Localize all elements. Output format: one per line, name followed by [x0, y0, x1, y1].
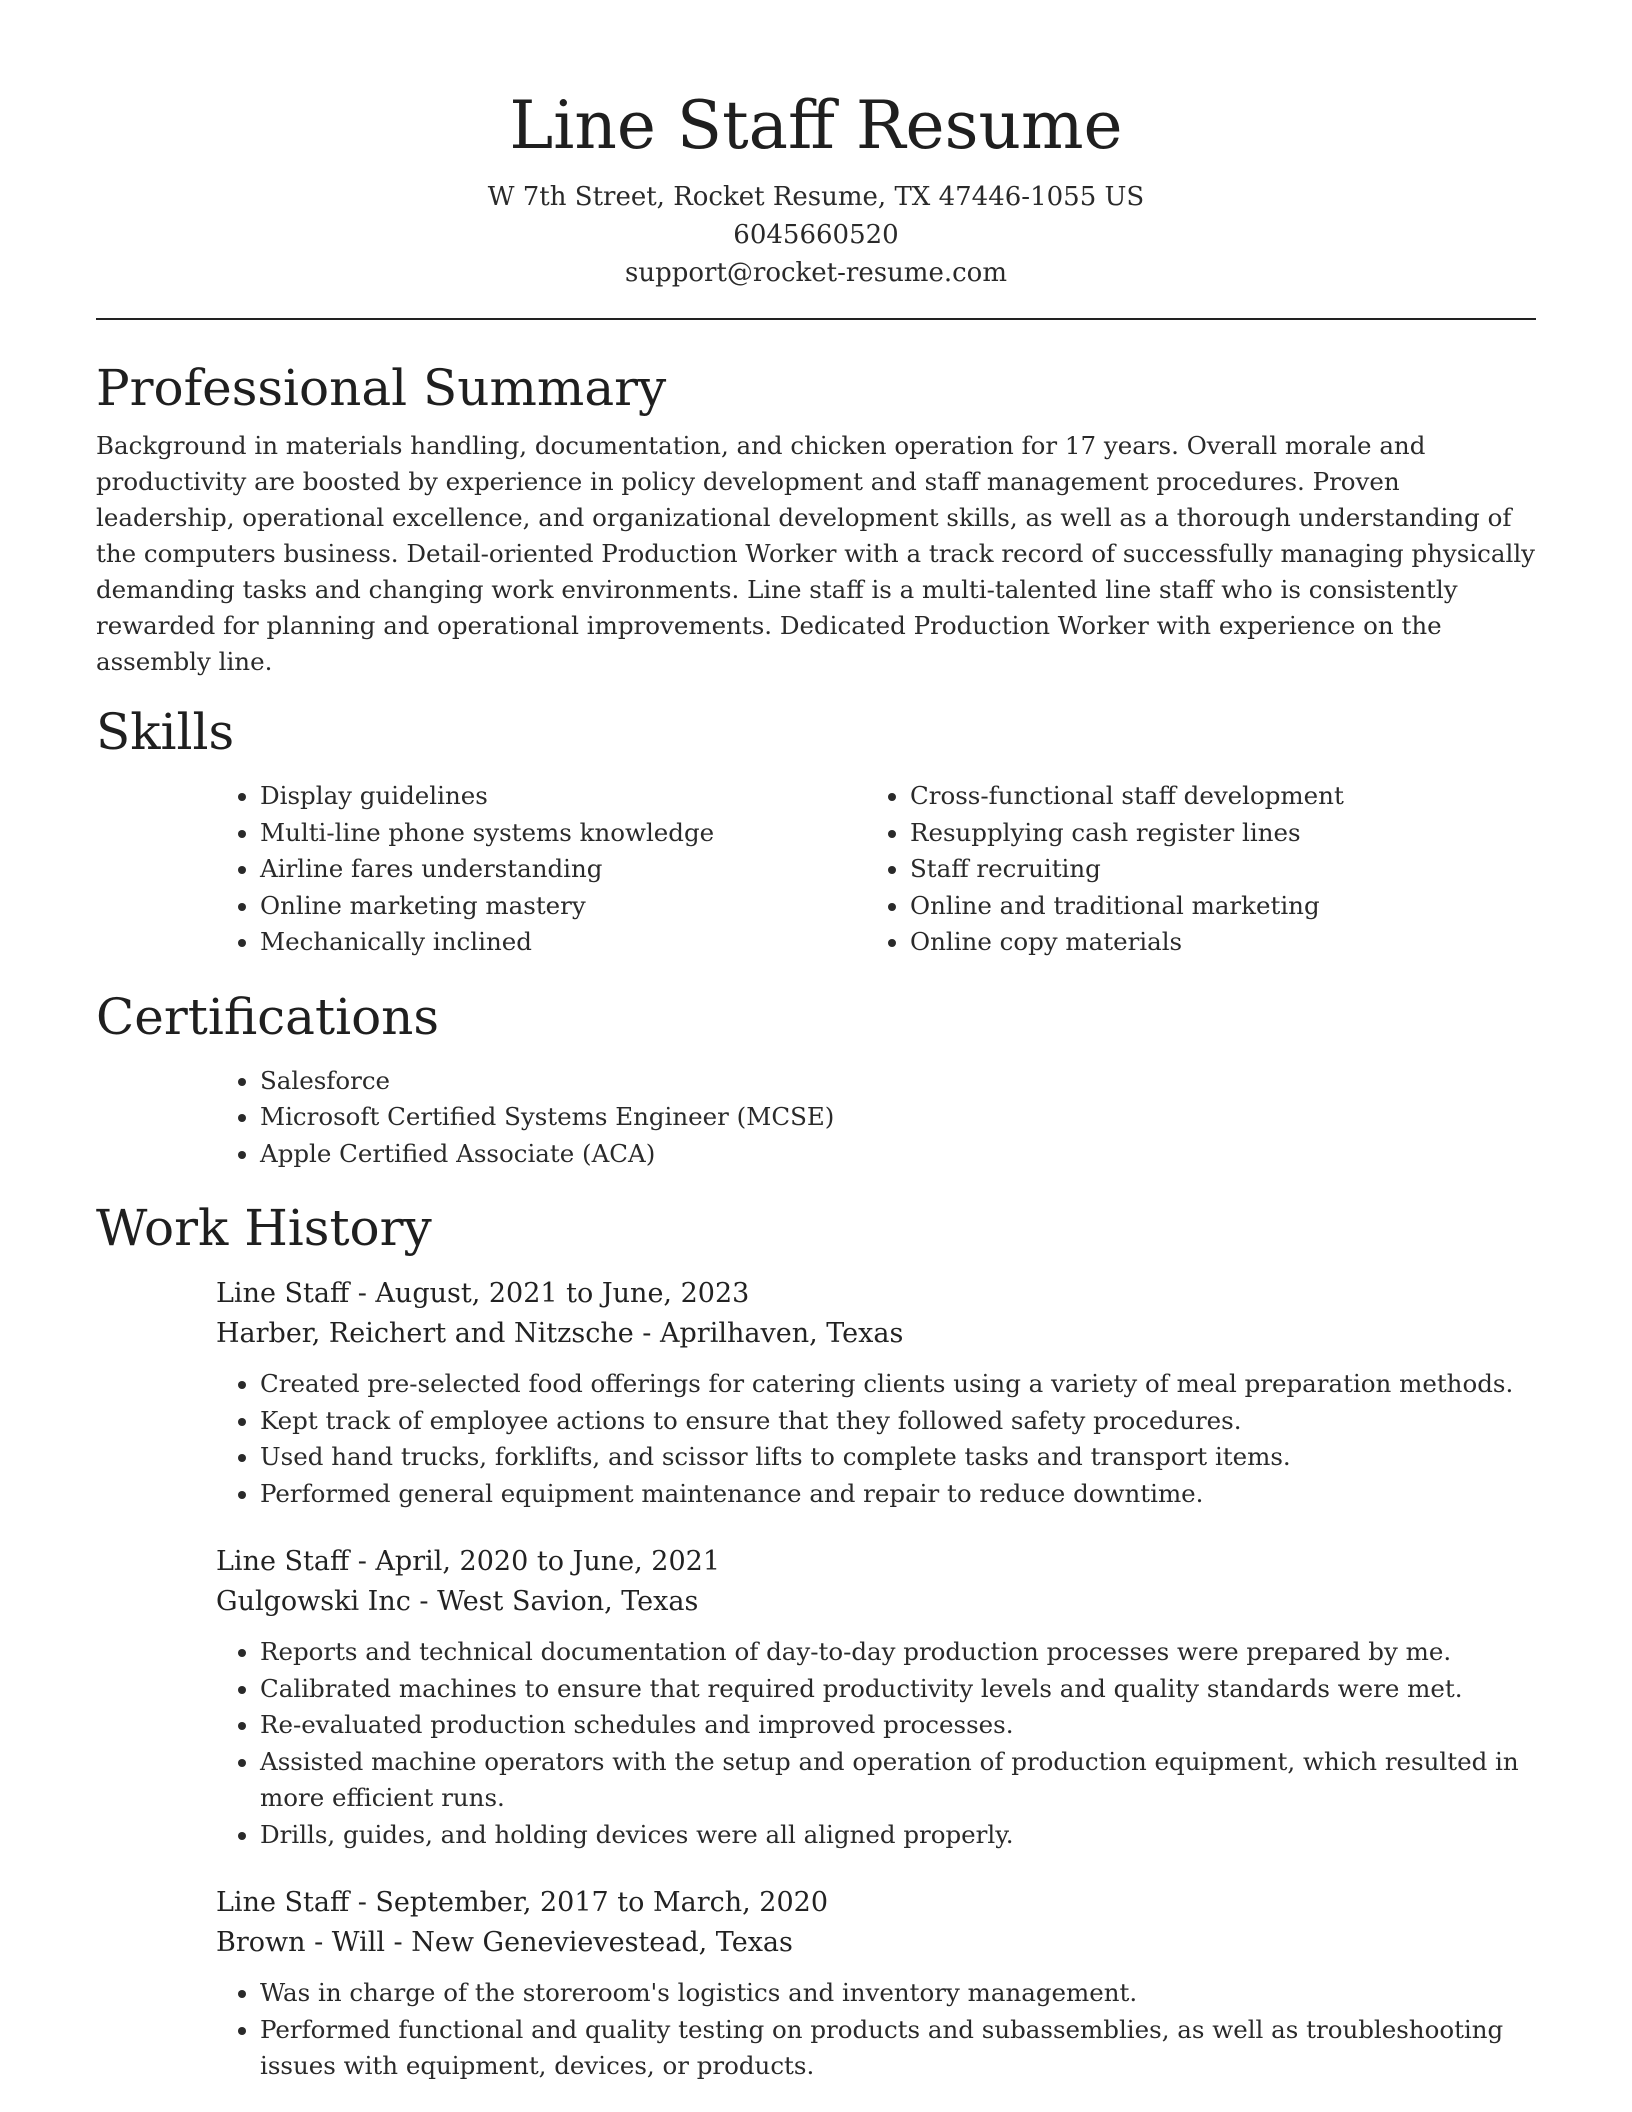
job-duty-item: • Calibrated machines to ensure that required productivity levels and quality standards were met. — [260, 1671, 1536, 1708]
resume-page — [96, 0, 1536, 2085]
job-duties — [96, 1634, 1536, 1853]
job-duty-item: • Performed functional and quality testing on products and subassemblies, as well as troubleshooting issues with equipment, devices, or products. — [260, 2012, 1536, 2085]
section-title-certifications: Certifications — [96, 987, 440, 1046]
resume-header — [96, 0, 1536, 292]
skill-item: • Airline fares understanding — [260, 851, 866, 888]
job-entry — [216, 1274, 1536, 1512]
job-company-location: Gulgowski Inc - West Savion, Texas — [216, 1586, 699, 1617]
job-duties — [96, 1975, 1536, 2085]
skill-item: • Staff recruiting — [910, 851, 1516, 888]
skill-item: • Cross-functional staff development — [910, 778, 1516, 815]
contact-phone: 6045660520 — [733, 220, 899, 250]
skill-item: • Display guidelines — [260, 778, 866, 815]
job-duty-item: • Re-evaluated production schedules and improved processes. — [260, 1707, 1536, 1744]
work-history-section — [96, 1196, 1536, 2085]
skills-section — [96, 700, 1536, 961]
skill-item: • Multi-line phone systems knowledge — [260, 815, 866, 852]
certification-item: • Salesforce — [260, 1063, 1536, 1100]
skills-column-right — [866, 778, 1516, 961]
job-title-dates: Line Staff - September, 2017 to March, 2020 — [216, 1887, 829, 1918]
summary-text: Background in materials handling, documentation, and chicken operation for 17 years. Overall morale and productivity are boosted by experience in policy development and staff management procedures. Proven leadership, operational excellence, and organizational development skills, as well as a thorough understanding of the computers business. Detail-oriented Production Worker with a track record of successfully managing physically demanding tasks and changing work environments. Line staff is a multi-talented line staff who is consistently rewarded for planning and operational improvements. Dedicated Production Worker with experience on the assembly line. — [96, 431, 1535, 676]
section-title-skills: Skills — [96, 703, 235, 761]
professional-summary-section — [96, 356, 1536, 680]
contact-info — [96, 178, 1536, 292]
job-duty-item: • Assisted machine operators with the setup and operation of production equipment, which resulted in more efficient runs. — [260, 1744, 1536, 1817]
skill-item: • Resupplying cash register lines — [910, 815, 1516, 852]
certification-item: • Apple Certified Associate (ACA) — [260, 1136, 1536, 1173]
job-title-dates: Line Staff - April, 2020 to June, 2021 — [216, 1546, 720, 1577]
skills-grid — [216, 778, 1536, 961]
skill-item: • Online and traditional marketing — [910, 888, 1516, 925]
certifications-section — [96, 985, 1536, 1173]
skill-item: • Online copy materials — [910, 924, 1516, 961]
skills-column-left — [216, 778, 866, 961]
contact-email: support@rocket-resume.com — [624, 258, 1007, 288]
page-title: Line Staff Resume — [509, 87, 1123, 164]
skill-item: • Online marketing mastery — [260, 888, 866, 925]
skill-item: • Mechanically inclined — [260, 924, 866, 961]
job-duty-item: • Was in charge of the storeroom's logistics and inventory management. — [260, 1975, 1536, 2012]
job-entry — [216, 1542, 1536, 1853]
job-duties — [96, 1366, 1536, 1512]
header-divider — [96, 318, 1536, 320]
certifications-list — [216, 1063, 1536, 1173]
section-title-summary: Professional Summary — [96, 359, 667, 417]
job-duty-item: • Performed general equipment maintenance and repair to reduce downtime. — [260, 1476, 1536, 1513]
job-duty-item: • Used hand trucks, forklifts, and scissor lifts to complete tasks and transport items. — [260, 1439, 1536, 1476]
job-company-location: Brown - Will - New Genevievestead, Texas — [216, 1927, 793, 1958]
job-company-location: Harber, Reichert and Nitzsche - Aprilhaven, Texas — [216, 1318, 904, 1349]
job-title-dates: Line Staff - August, 2021 to June, 2023 — [216, 1278, 750, 1309]
job-duty-item: • Reports and technical documentation of day-to-day production processes were prepared by me. — [260, 1634, 1536, 1671]
job-duty-item: • Kept track of employee actions to ensure that they followed safety procedures. — [260, 1403, 1536, 1440]
job-duty-item: • Created pre-selected food offerings for catering clients using a variety of meal preparation methods. — [260, 1366, 1536, 1403]
contact-address: W 7th Street, Rocket Resume, TX 47446-1055 US — [487, 182, 1145, 212]
job-entry — [216, 1883, 1536, 2085]
certification-item: • Microsoft Certified Systems Engineer (MCSE) — [260, 1099, 1536, 1136]
job-duty-item: • Drills, guides, and holding devices were all aligned properly. — [260, 1817, 1536, 1854]
section-title-work-history: Work History — [96, 1199, 432, 1257]
